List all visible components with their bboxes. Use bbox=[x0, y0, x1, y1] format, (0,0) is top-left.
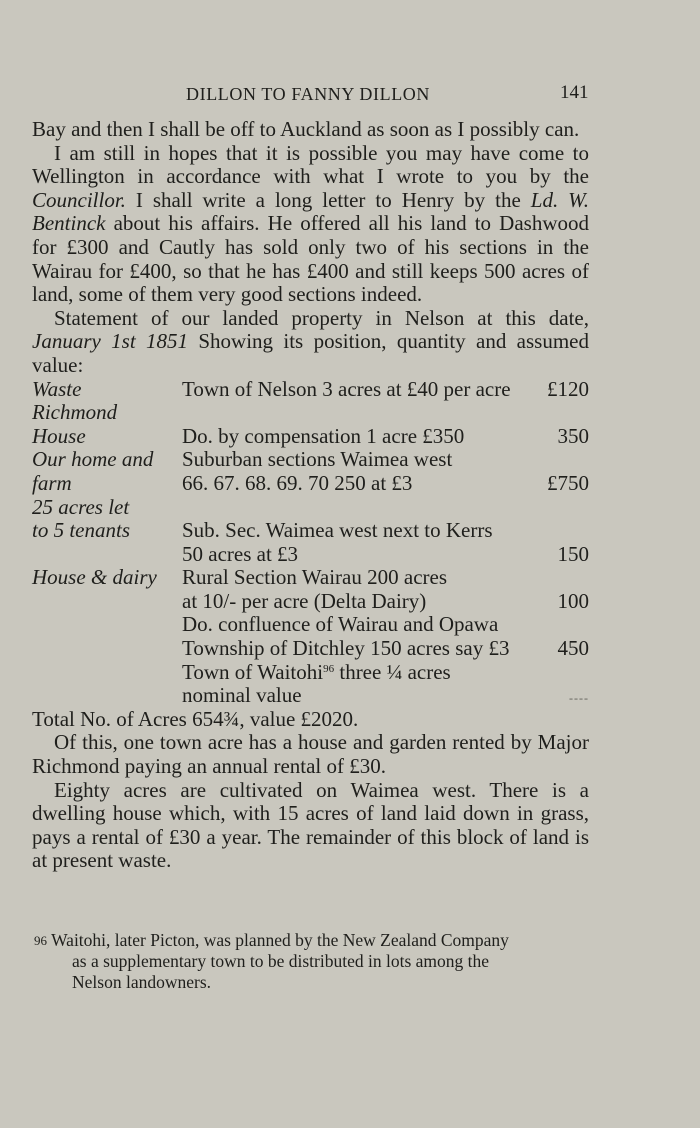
row-value: 350 bbox=[557, 423, 589, 448]
row-description: at 10/- per acre (Delta Dairy) bbox=[182, 588, 427, 613]
row-description: Town of Nelson 3 acres at £40 per acre bbox=[182, 376, 511, 401]
table-row bbox=[32, 401, 589, 425]
p2-text-c: about his affairs. He offered all his land to Dashwood for £300 and Cautly has sold only two of his sections in the Wairau for £400, so that he has £400 and still keeps 500 acres of land, some of them very good sections indeed. bbox=[32, 211, 589, 307]
statement-date: January 1st 1851 bbox=[32, 329, 189, 354]
table-row bbox=[32, 378, 589, 402]
row-value: 450 bbox=[557, 636, 589, 661]
table-row-waitohi bbox=[32, 661, 589, 685]
footnote-line-3: Nelson landowners. bbox=[72, 972, 212, 992]
table-row bbox=[32, 519, 589, 543]
table-row bbox=[32, 684, 589, 708]
table-row bbox=[32, 496, 589, 520]
row-description: Rural Section Wairau 200 acres bbox=[182, 565, 448, 590]
paragraph-1: Bay and then I shall be off to Auckland as soon as I possibly can. bbox=[32, 117, 580, 141]
row-description: Sub. Sec. Waimea west next to Kerrs bbox=[182, 518, 493, 543]
row-description: nominal value bbox=[182, 683, 302, 708]
row-description: 66. 67. 68. 69. 70 250 at £3 bbox=[182, 470, 413, 495]
p3-text-b: Showing its position, quantity and assumed value: bbox=[32, 329, 589, 377]
row-value-dash: ---- bbox=[569, 691, 589, 706]
row-value: 150 bbox=[557, 541, 589, 566]
ship-name-councillor: Councillor. bbox=[32, 187, 126, 212]
row-description-waitohi bbox=[182, 661, 537, 685]
p3-text-a: Statement of our landed property in Nelson at this date, bbox=[54, 305, 589, 330]
table-row bbox=[32, 448, 589, 472]
footnote-text-1: Waitohi, later Picton, was planned by the New Zealand Company bbox=[51, 930, 509, 950]
table-row bbox=[32, 543, 589, 567]
row-description: Do. by compensation 1 acre £350 bbox=[182, 423, 465, 448]
ship-name-bentinck: Ld. W. Bentinck bbox=[32, 187, 589, 236]
row-label: House & dairy bbox=[32, 565, 157, 590]
total-line: Total No. of Acres 654¾, value £2020. bbox=[32, 706, 359, 731]
table-row bbox=[32, 566, 589, 590]
row-label: House bbox=[32, 423, 86, 448]
row-label: Our home and bbox=[32, 447, 154, 472]
footnote-line-2: as a supplementary town to be distributed in lots among the bbox=[72, 951, 490, 971]
property-table bbox=[32, 378, 589, 708]
table-row bbox=[32, 613, 589, 637]
paragraph-2 bbox=[32, 142, 589, 307]
row-value: £750 bbox=[547, 470, 589, 495]
footnote-mark: 96 bbox=[34, 933, 47, 948]
row-label: Richmond bbox=[32, 400, 118, 425]
row-value: £120 bbox=[547, 376, 589, 401]
footnote-line-1 bbox=[34, 930, 590, 951]
table-row bbox=[32, 425, 589, 449]
body-text bbox=[32, 118, 589, 873]
p2-text-b: I shall write a long letter to Henry by the bbox=[125, 187, 531, 212]
running-title: DILLON TO FANNY DILLON bbox=[186, 84, 431, 104]
paragraph-3 bbox=[32, 307, 589, 378]
page-number: 141 bbox=[560, 82, 589, 103]
row-label: Waste bbox=[32, 376, 82, 401]
row-description: Suburban sections Waimea west bbox=[182, 447, 453, 472]
p2-text-a: I am still in hopes that it is possible you may have come to Wellington in accordance with what I wrote to you by the bbox=[32, 140, 589, 189]
waitohi-text-a: Town of Waitohi bbox=[182, 659, 324, 684]
footnote-reference: 96 bbox=[323, 662, 335, 675]
table-row bbox=[32, 637, 589, 661]
row-description: Township of Ditchley 150 acres say £3 bbox=[182, 636, 510, 661]
paragraph-5: Eighty acres are cultivated on Waimea west. There is a dwelling house which, with 15 acres of land laid down in grass, pays a rental of £30 a year. The remainder of this block of land is at present waste. bbox=[32, 777, 589, 873]
row-description: 50 acres at £3 bbox=[182, 541, 299, 566]
table-row bbox=[32, 590, 589, 614]
waitohi-text-b: three ¼ acres bbox=[334, 659, 451, 684]
row-label: 25 acres let bbox=[32, 494, 130, 519]
row-label: to 5 tenants bbox=[32, 518, 130, 543]
paragraph-4: Of this, one town acre has a house and garden rented by Major Richmond paying an annual rental of £30. bbox=[32, 730, 589, 779]
table-row bbox=[32, 472, 589, 496]
row-value: 100 bbox=[557, 588, 589, 613]
footnote bbox=[34, 930, 590, 993]
row-label: farm bbox=[32, 470, 72, 495]
row-description: Do. confluence of Wairau and Opawa bbox=[182, 612, 499, 637]
